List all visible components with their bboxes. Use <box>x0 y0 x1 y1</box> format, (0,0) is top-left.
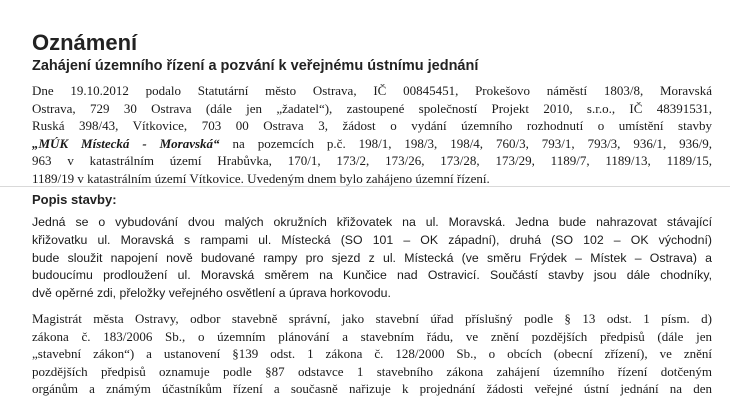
section-divider <box>0 186 730 187</box>
text-fragment: na pozemcích p.č. 198/1, 198/3, 198/4, 760/3, 793/1, 793/3, 936/1, 936/9, <box>232 135 713 151</box>
text-line: 1189/19 v katastrálním území Vítkovice. Uvedeným dnem bylo zahájeno územní řízení. <box>32 170 490 186</box>
text-line: Dne 19.10.2012 podalo Statutární město Ostrava, IČ 00845451, Prokešovo náměstí 1803/8, Moravská <box>32 83 712 98</box>
text-line: zákona č. 183/2006 Sb., o územním plánování a stavebním řádu, ve znění pozdějších předpisů (dále jen <box>32 328 712 344</box>
document-subtitle: Zahájení územního řízení a pozvání k veřejnému ústnímu jednání <box>32 58 479 74</box>
paragraph-magistrat <box>32 310 712 398</box>
text-line: „stavební zákon“) a ustanovení §139 odst. 1 zákona č. 128/2000 Sb., o obcích (obecní zřízení), ve znění <box>32 346 712 362</box>
text-line: Magistrát města Ostravy, odbor stavebně správní, jako stavební úřad příslušný podle § 13 odst. 1 písm. d) <box>32 311 712 326</box>
text-line: bude sloužit napojení nově budované rampy pro sjezd z ul. Místecká (ve směru Frýdek – Místek – Ostrava) a <box>32 250 712 265</box>
paragraph-zadost <box>32 82 712 188</box>
text-line: pozdějších předpisů oznamuje podle §87 odstavce 1 stavebního zákona zahájení územního řízení dotčeným <box>32 363 712 379</box>
text-line: 963 v katastrálním území Hrabůvka, 170/1, 173/2, 173/26, 173/28, 173/29, 1189/7, 1189/13, 1189/15, <box>32 153 712 169</box>
text-line-with-stavba <box>32 135 712 153</box>
text-line: dvě opěrné zdi, přeložky veřejného osvětlení a úprava horkovodu. <box>32 286 391 301</box>
stavba-name: „MÚK Místecká - Moravská“ <box>32 135 220 151</box>
document-title: Oznámení <box>32 30 138 55</box>
paragraph-popis <box>32 214 712 303</box>
text-line: budoucímu prodloužení ul. Moravská směrem na Kunčice nad Ostravicí. Součástí stavby jsou dále chodníky, <box>32 268 712 283</box>
text-line: Ostrava, 729 30 Ostrava (dále jen „žadatel“), zastoupené společností Projekt 2010, s.r.o., IČ 48391531, <box>32 100 712 116</box>
text-line: Jedná se o vybudování dvou malých okružních křižovatek na ul. Moravská. Jedna bude nahrazovat stávající <box>32 215 712 229</box>
text-line: orgánům a známým účastníkům řízení a současně nařizuje k projednání žádosti veřejné ústní jednání na den <box>32 381 712 397</box>
text-line: Ruská 398/43, Vítkovice, 703 00 Ostrava 3, žádost o vydání územního rozhodnutí o umístění stavby <box>32 118 712 134</box>
text-line: křižovatku ul. Moravská s rampami ul. Místecká (SO 101 – OK západní), druhá (SO 102 – OK východní) <box>32 232 712 247</box>
section-heading-popis: Popis stavby: <box>32 192 117 207</box>
